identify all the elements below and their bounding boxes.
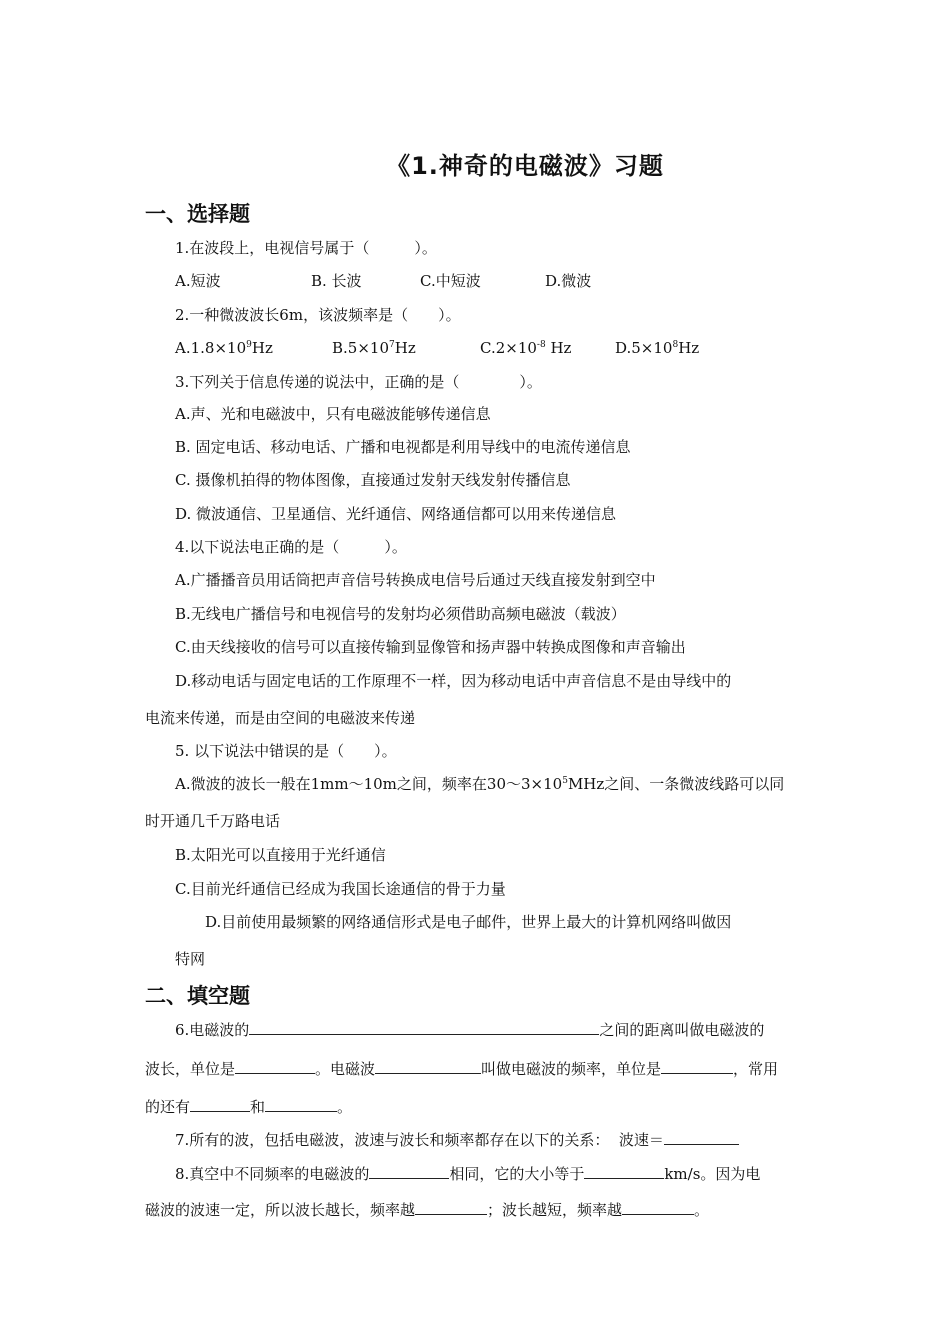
answer-blank[interactable]: [622, 1198, 694, 1215]
answer-blank[interactable]: [415, 1198, 487, 1215]
question-3-option-b: B. 固定电话、移动电话、广播和电视都是利用导线中的电流传递信息: [175, 438, 631, 456]
question-4-option-b: B.无线电广播信号和电视信号的发射均必须借助高频电磁波（载波）: [175, 605, 626, 623]
option-b: B. 长波: [311, 272, 362, 290]
answer-blank[interactable]: [584, 1162, 664, 1179]
question-1-stem: 1.在波段上，电视信号属于（ ）。: [175, 239, 437, 257]
option-a: $A.1.8\times 10^9Hz$: [175, 339, 273, 357]
option-c: $C.2\times 10^{-8}$ Hz: [480, 339, 572, 357]
question-8-line1: 8.真空中不同频率的电磁波的 相同，它的大小等于 km/s。因为电: [175, 1162, 760, 1184]
question-2-stem: 2.一种微波波长6m，该波频率是（ ）。: [175, 306, 461, 324]
question-5-option-d-line2: 特网: [175, 950, 206, 968]
option-b: $B.5\times 10^7Hz$: [332, 339, 416, 357]
section-heading-fill: 二、填空题: [145, 984, 250, 1008]
question-3-option-c: C. 摄像机拍得的物体图像，直接通过发射天线发射传播信息: [175, 471, 571, 489]
section-heading-choice: 一、选择题: [145, 202, 250, 226]
document-title: 《1.神奇的电磁波》习题: [386, 152, 664, 180]
question-4-option-d-line2: 电流来传递，而是由空间的电磁波来传递: [145, 709, 416, 727]
question-4-option-d-line1: D.移动电话与固定电话的工作原理不一样，因为移动电话中声音信息不是由导线中的: [175, 672, 732, 690]
question-6-line1: 6.电磁波的 之间的距离叫做电磁波的: [175, 1018, 764, 1040]
option-a: A.短波: [175, 272, 221, 290]
question-3-option-d: D. 微波通信、卫星通信、光纤通信、网络通信都可以用来传递信息: [175, 505, 617, 523]
answer-blank[interactable]: [664, 1128, 739, 1145]
answer-blank[interactable]: [661, 1057, 733, 1074]
question-7-line: 7.所有的波，包括电磁波，波速与波长和频率都存在以下的关系： 波速＝: [175, 1128, 739, 1150]
answer-blank[interactable]: [235, 1057, 315, 1074]
question-6-line2: 波长，单位是 。电磁波 叫做电磁波的频率，单位是 ，常用: [145, 1057, 778, 1079]
question-8-line2: 磁波的波速一定，所以波长越长，频率越 ；波长越短，频率越 。: [145, 1198, 709, 1220]
answer-blank[interactable]: [369, 1162, 449, 1179]
option-d: D.微波: [545, 272, 592, 290]
question-6-line3: 的还有 和 。: [145, 1095, 352, 1117]
answer-blank[interactable]: [375, 1057, 481, 1074]
question-5-option-a-line1: A.微波的波长一般在1mm～10m之间，频率在$30\sim 3\times 10^5MHz$之间、一条微波线路可以同: [175, 775, 785, 793]
question-5-option-d-line1: D.目前使用最频繁的网络通信形式是电子邮件，世界上最大的计算机网络叫做因: [205, 913, 732, 931]
question-4-option-a: A.广播播音员用话筒把声音信号转换成电信号后通过天线直接发射到空中: [175, 571, 656, 589]
answer-blank[interactable]: [190, 1095, 250, 1112]
question-4-option-c: C.由天线接收的信号可以直接传输到显像管和扬声器中转换成图像和声音输出: [175, 638, 686, 656]
question-5-option-c: C.目前光纤通信已经成为我国长途通信的骨于力量: [175, 880, 506, 898]
question-5-option-a-line2: 时开通几千万路电话: [145, 812, 281, 830]
question-4-stem: 4.以下说法电正确的是（ ）。: [175, 538, 407, 556]
answer-blank[interactable]: [249, 1018, 599, 1035]
answer-blank[interactable]: [265, 1095, 337, 1112]
question-3-option-a: A.声、光和电磁波中，只有电磁波能够传递信息: [175, 405, 491, 423]
option-c: C.中短波: [420, 272, 481, 290]
question-3-stem: 3.下列关于信息传递的说法中，正确的是（ ）。: [175, 373, 542, 391]
question-5-stem: 5. 以下说法中错误的是（ ）。: [175, 742, 397, 760]
option-d: $D.5\times 10^8Hz$: [615, 339, 700, 357]
question-5-option-b: B.太阳光可以直接用于光纤通信: [175, 846, 386, 864]
